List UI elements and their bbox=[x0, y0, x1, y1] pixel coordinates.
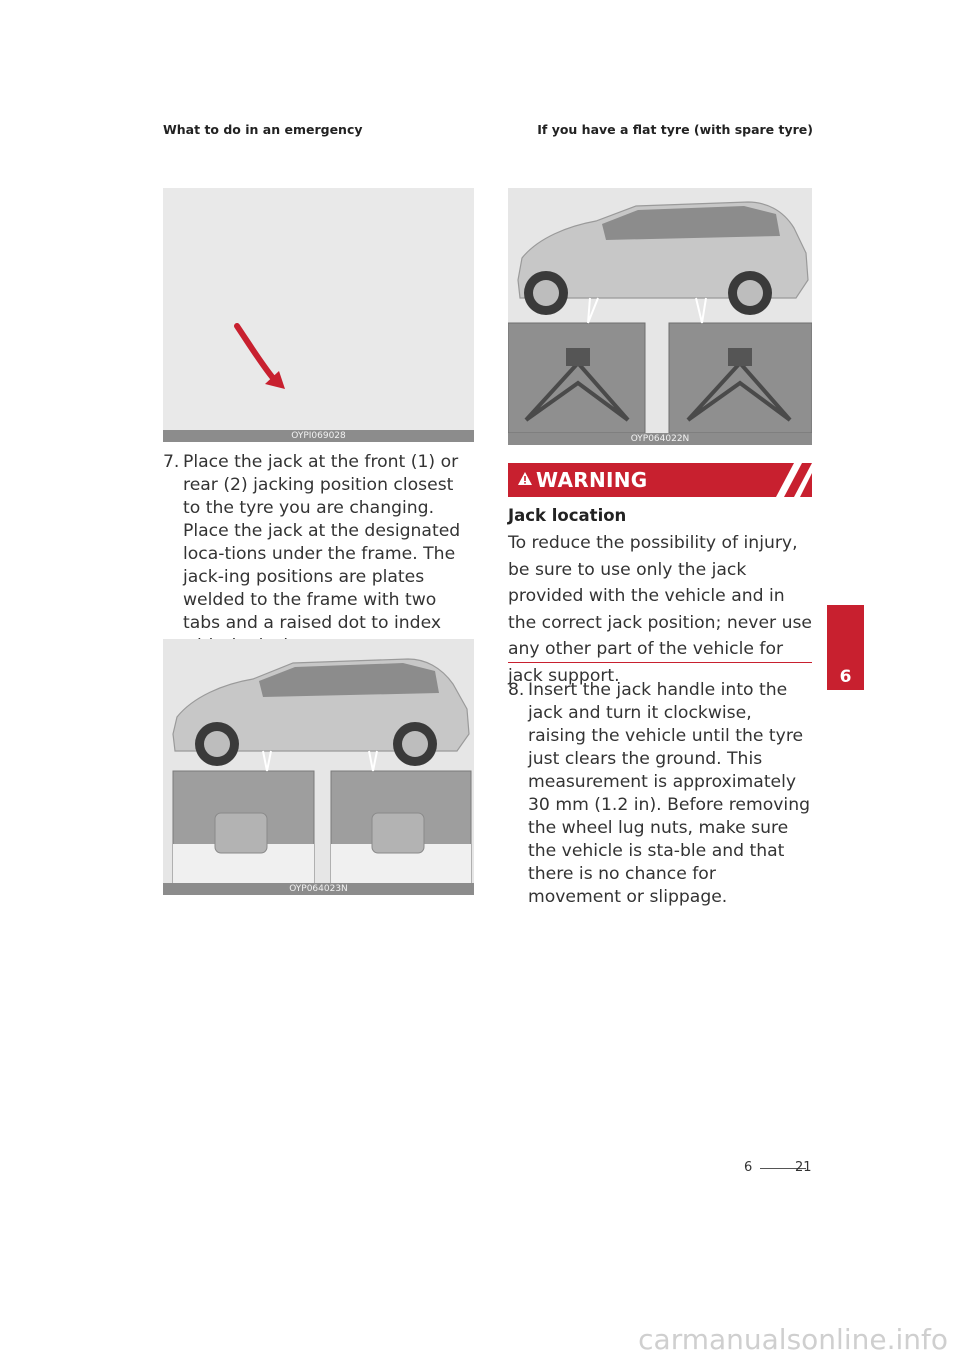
chapter-side-tab bbox=[827, 605, 864, 690]
figure-code: OYP064022N bbox=[508, 433, 812, 445]
car-jacking-plates-illustration bbox=[163, 639, 474, 883]
warning-divider bbox=[508, 662, 812, 663]
step-text: Place the jack at the front (1) or rear (2) jacking position closest to the tyre you are changing. Place the jack at the designated loca-tions under the frame. The jack-ing positions are plates welded to the frame with two tabs and a raised dot to index bbox=[183, 452, 461, 633]
car-jack-positions-illustration bbox=[508, 188, 812, 433]
figure-jacking-points bbox=[163, 639, 474, 895]
warning-stripes-decoration bbox=[764, 463, 812, 497]
watermark: carmanualsonline.info bbox=[638, 1323, 948, 1356]
figure-jack-handle bbox=[163, 188, 474, 442]
step-text: Insert the jack handle into the jack and turn it clockwise, raising the vehicle until the tyre just clears the ground. This measurement is approximately 30 mm (1.2 in). Before removing the wheel lug nuts, make sure the vehicle is sta-ble and that there is no chance for movement or slippage. bbox=[528, 680, 811, 907]
warning-text: To reduce the possibility of injury, be sure to use only the jack provided with the vehicle and in the correct jack position; never use any other part of the vehicle for jack support. bbox=[508, 533, 812, 686]
warning-banner bbox=[508, 463, 812, 497]
figure-code: OYPI069028 bbox=[163, 430, 474, 442]
step-8 bbox=[508, 679, 814, 909]
running-header-left: What to do in an emergency bbox=[163, 122, 363, 137]
running-header-right: If you have a flat tyre (with spare tyre) bbox=[537, 122, 813, 137]
jack-arrow-illustration bbox=[163, 188, 474, 430]
warning-label: WARNING bbox=[536, 468, 648, 492]
chapter-tab-number: 6 bbox=[839, 667, 852, 687]
step-number: 8. bbox=[508, 680, 525, 700]
warning-title: Jack location bbox=[508, 506, 627, 525]
figure-jack-positions bbox=[508, 188, 812, 445]
step-7 bbox=[163, 451, 463, 658]
footer-page-number: 21 bbox=[795, 1160, 812, 1175]
footer-section-number: 6 bbox=[744, 1160, 753, 1175]
warning-triangle-icon bbox=[518, 472, 532, 485]
step-number: 7. bbox=[163, 452, 180, 472]
figure-code: OYP064023N bbox=[163, 883, 474, 895]
